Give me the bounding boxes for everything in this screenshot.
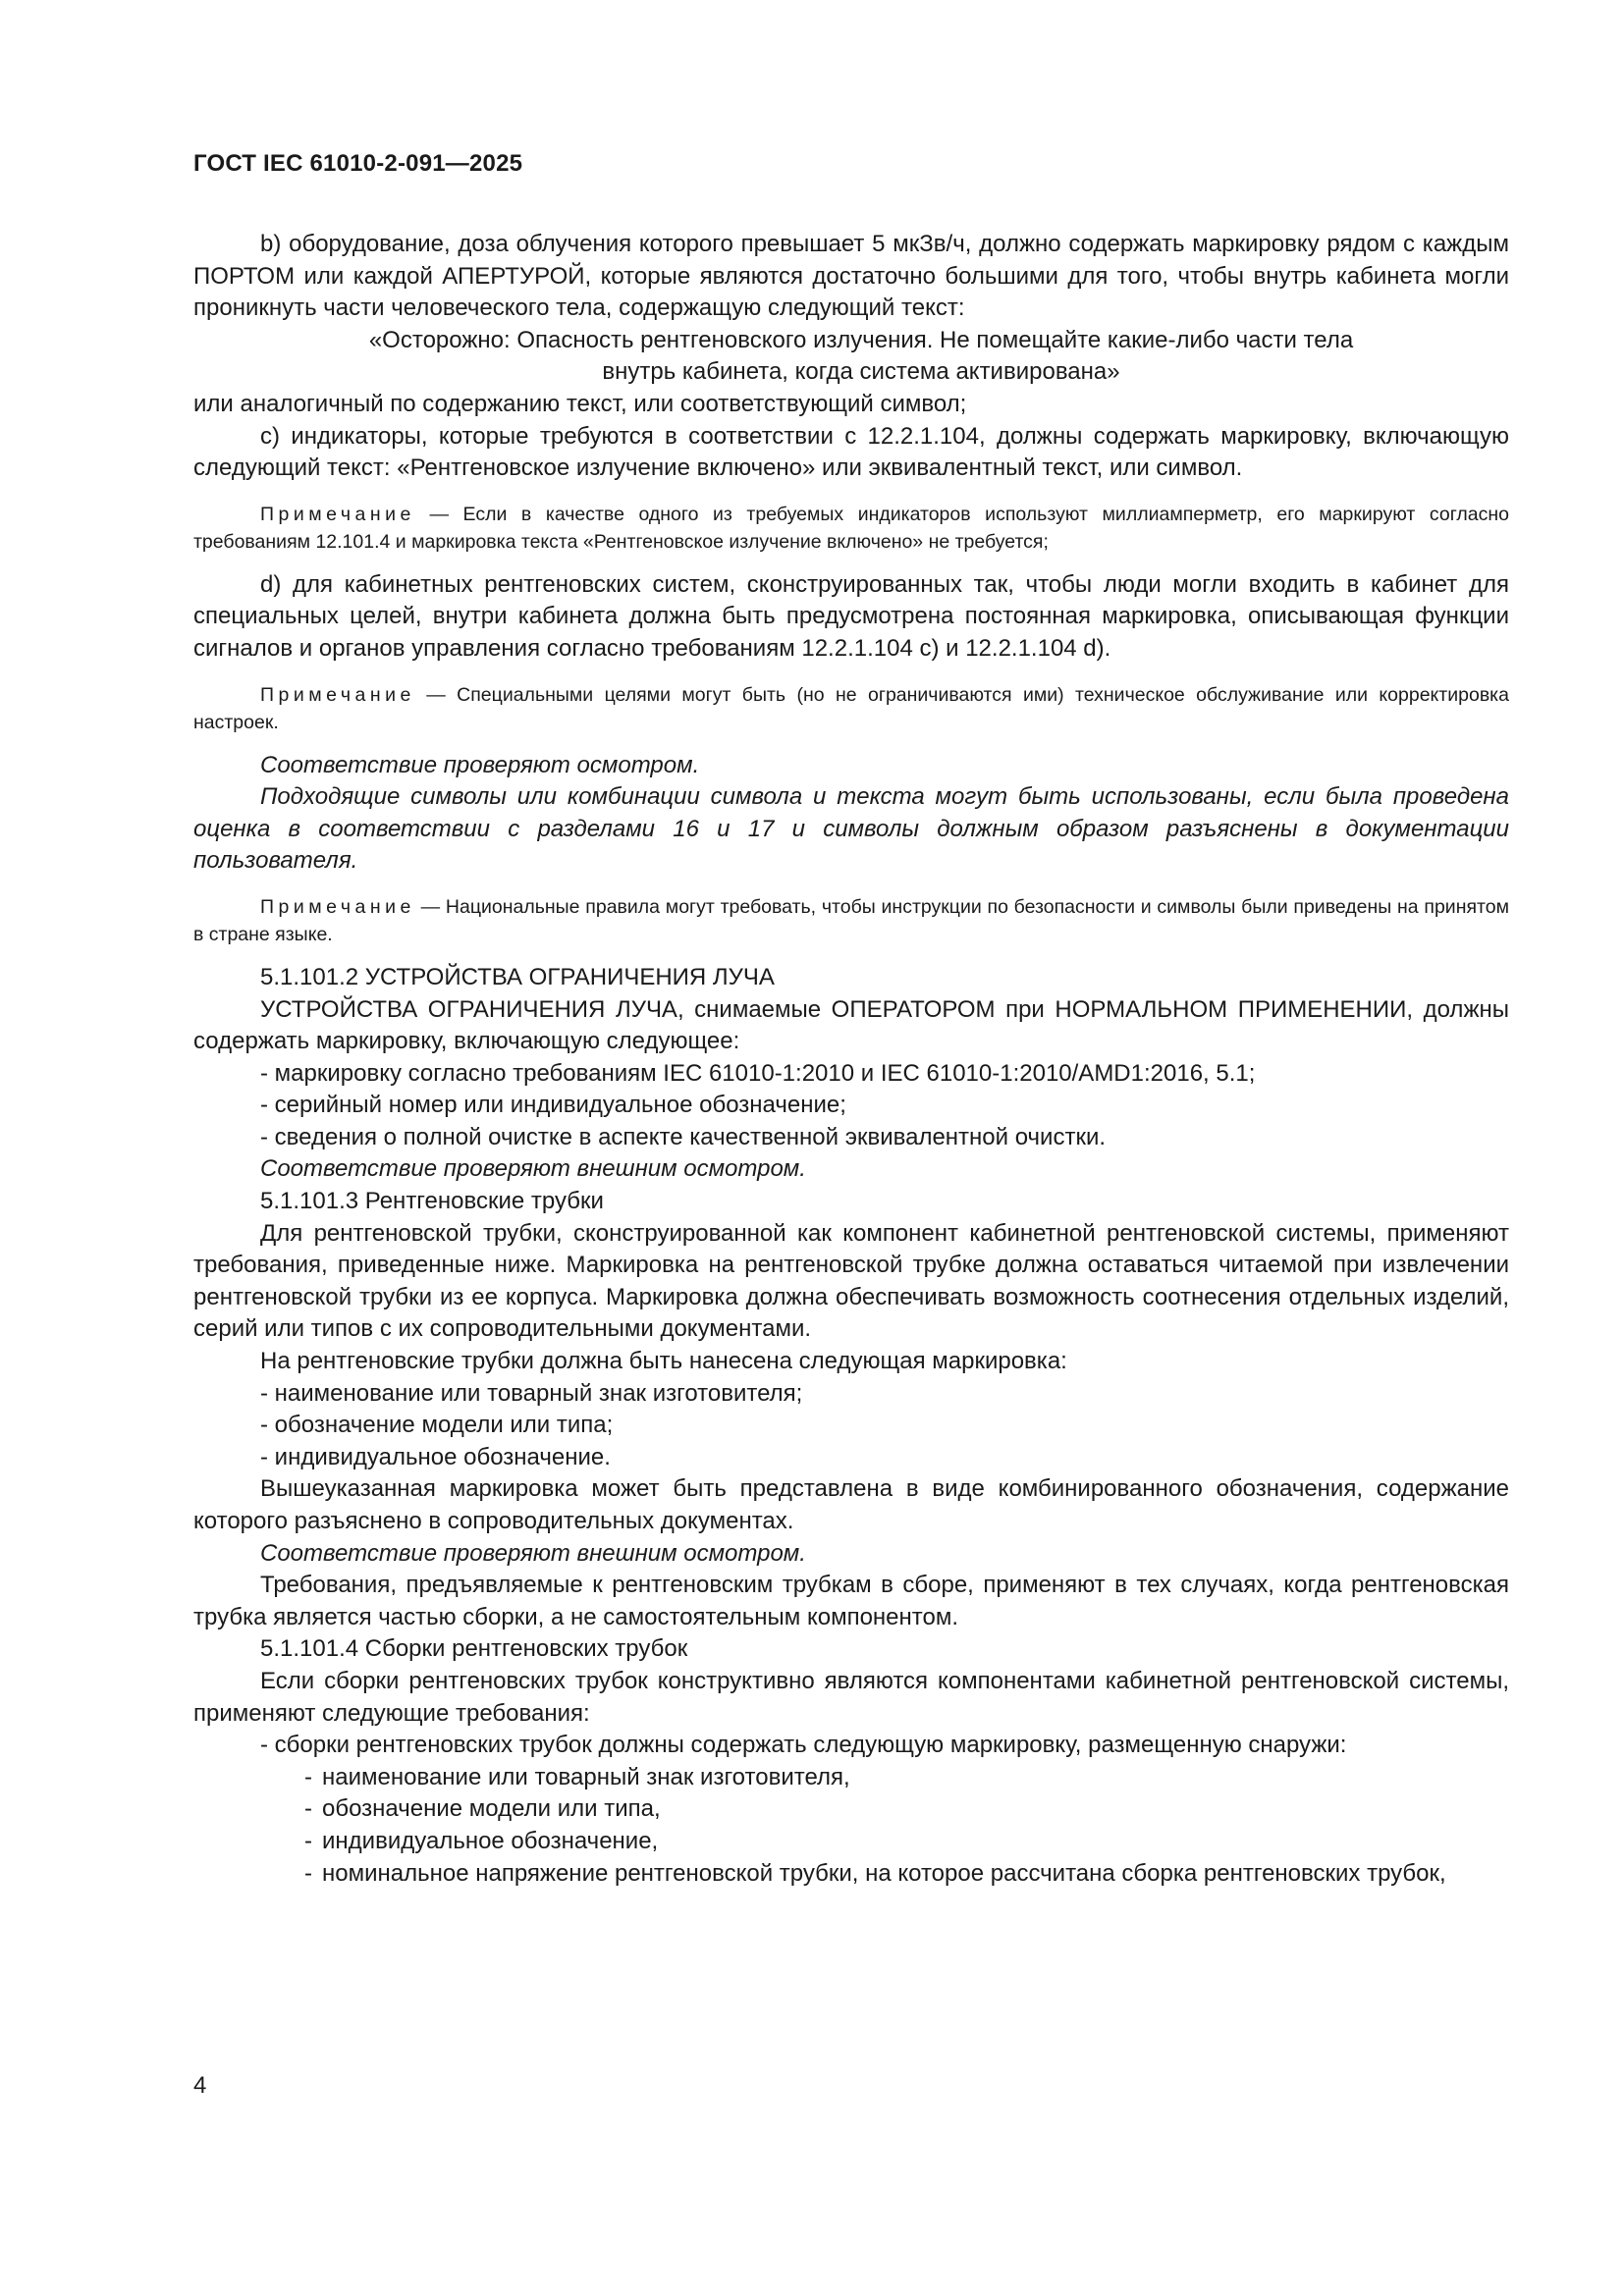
warning-quote-line1: «Осторожно: Опасность рентгеновского излучения. Не помещайте какие-либо части тела <box>368 326 1354 353</box>
item-d: d) для кабинетных рентгеновских систем, сконструированных так, чтобы люди могли входить в кабинет для специальных целей, внутри кабинета должна быть предусмотрена постоянная маркировка, описывающая функции сигналов и органов управления согласно требованиям 12.2.1.104 c) и 12.2.1.104 d). <box>193 570 1509 662</box>
assembly-note: Требования, предъявляемые к рентгеновским трубкам в сборе, применяют в тех случаях, когда рентгеновская трубка является частью сборки, а не самостоятельным компонентом. <box>193 1572 1509 1630</box>
compliance-check: Соответствие проверяют внешним осмотром. <box>260 1539 806 1567</box>
item-c: c) индикаторы, которые требуются в соответствии с 12.2.1.104, должны содержать маркировку, включающую следующий текст: «Рентгеновское излучение включено» или эквивалентный текст, или символ. <box>193 422 1509 482</box>
section-text: УСТРОЙСТВА ОГРАНИЧЕНИЯ ЛУЧА, снимаемые ОПЕРАТОРОМ при НОРМАЛЬНОМ ПРИМЕНЕНИИ, должны содержать маркировку, включающую следующее: <box>193 995 1509 1055</box>
sub-list-item: - индивидуальное обозначение, <box>304 1827 659 1854</box>
note-3 <box>193 893 1509 948</box>
requirement-text: - сборки рентгеновских трубок должны содержать следующую маркировку, размещенную снаружи: <box>260 1732 1347 1759</box>
page-number: 4 <box>193 2072 207 2099</box>
list-item: - обозначение модели или типа; <box>260 1412 614 1439</box>
sub-list-item: - обозначение модели или типа, <box>304 1795 661 1823</box>
warning-quote-line2: внутрь кабинета, когда система активирована» <box>602 358 1120 386</box>
section-heading-5-1-101-2: 5.1.101.2 УСТРОЙСТВА ОГРАНИЧЕНИЯ ЛУЧА <box>260 963 775 990</box>
section-heading-5-1-101-3: 5.1.101.3 Рентгеновские трубки <box>260 1188 604 1215</box>
list-intro: На рентгеновские трубки должна быть нанесена следующая маркировка: <box>260 1348 1067 1375</box>
note-2 <box>193 681 1509 736</box>
item-b-continuation: или аналогичный по содержанию текст, или соответствующий символ; <box>193 390 967 417</box>
document-body <box>193 229 1509 1890</box>
sub-list-item: - наименование или товарный знак изготовителя, <box>304 1763 850 1790</box>
note-text: — Специальными целями могут быть (но не ограничиваются ими) техническое обслуживание или корректировка настроек. <box>193 683 1509 733</box>
item-b: b) оборудование, доза облучения которого превышает 5 мкЗв/ч, должно содержать маркировку рядом с каждым ПОРТОМ или каждой АПЕРТУРОЙ, которые являются достаточно большими для того, чтобы внутрь кабинета могли проникнуть части человеческого тела, содержащую следующий текст: <box>193 231 1509 322</box>
document-header: ГОСТ IEC 61010-2-091—2025 <box>193 150 523 177</box>
note-label: Примечание <box>260 895 415 918</box>
list-item: - индивидуальное обозначение. <box>260 1443 611 1470</box>
note-label: Примечание <box>260 683 415 706</box>
combined-marking-text: Вышеуказанная маркировка может быть представлена в виде комбинированного обозначения, содержание которого разъяснено в сопроводительных документах. <box>193 1475 1509 1534</box>
list-item: - серийный номер или индивидуальное обозначение; <box>260 1092 846 1119</box>
list-item: - наименование или товарный знак изготовителя; <box>260 1379 803 1407</box>
note-1 <box>193 501 1509 556</box>
note-label: Примечание <box>260 503 415 525</box>
compliance-check: Соответствие проверяют осмотром. <box>260 751 700 778</box>
section-heading-5-1-101-4: 5.1.101.4 Сборки рентгеновских трубок <box>260 1635 688 1663</box>
section-text: Если сборки рентгеновских трубок конструктивно являются компонентами кабинетной рентгеновской системы, применяют следующие требования: <box>193 1667 1509 1727</box>
note-text: — Национальные правила могут требовать, чтобы инструкции по безопасности и символы были приведены на принятом в стране языке. <box>193 895 1509 945</box>
sub-list-item: - номинальное напряжение рентгеновской трубки, на которое рассчитана сборка рентгеновских трубок, <box>304 1859 1446 1887</box>
list-item: - маркировку согласно требованиям IEC 61010-1:2010 и IEC 61010-1:2010/AMD1:2016, 5.1; <box>260 1059 1256 1087</box>
note-text: — Если в качестве одного из требуемых индикаторов используют миллиамперметр, его маркируют согласно требованиям 12.101.4 и маркировка текста «Рентгеновское излучение включено» не требуется; <box>193 503 1509 553</box>
compliance-check: Соответствие проверяют внешним осмотром. <box>260 1155 806 1183</box>
section-text: Для рентгеновской трубки, сконструированной как компонент кабинетной рентгеновской системы, применяют требования, приведенные ниже. Маркировка на рентгеновской трубке должна оставаться читаемой при извлечении рентгеновской трубки из ее корпуса. Маркировка должна обеспечивать возможность соотнесения отдельных изделий, серий или типов с их сопроводительными документами. <box>193 1219 1509 1343</box>
symbols-paragraph: Подходящие символы или комбинации символа и текста могут быть использованы, если была проведена оценка в соответствии с разделами 16 и 17 и символы должным образом разъяснены в документации пользователя. <box>193 783 1509 875</box>
list-item: - сведения о полной очистке в аспекте качественной эквивалентной очистки. <box>260 1123 1107 1150</box>
